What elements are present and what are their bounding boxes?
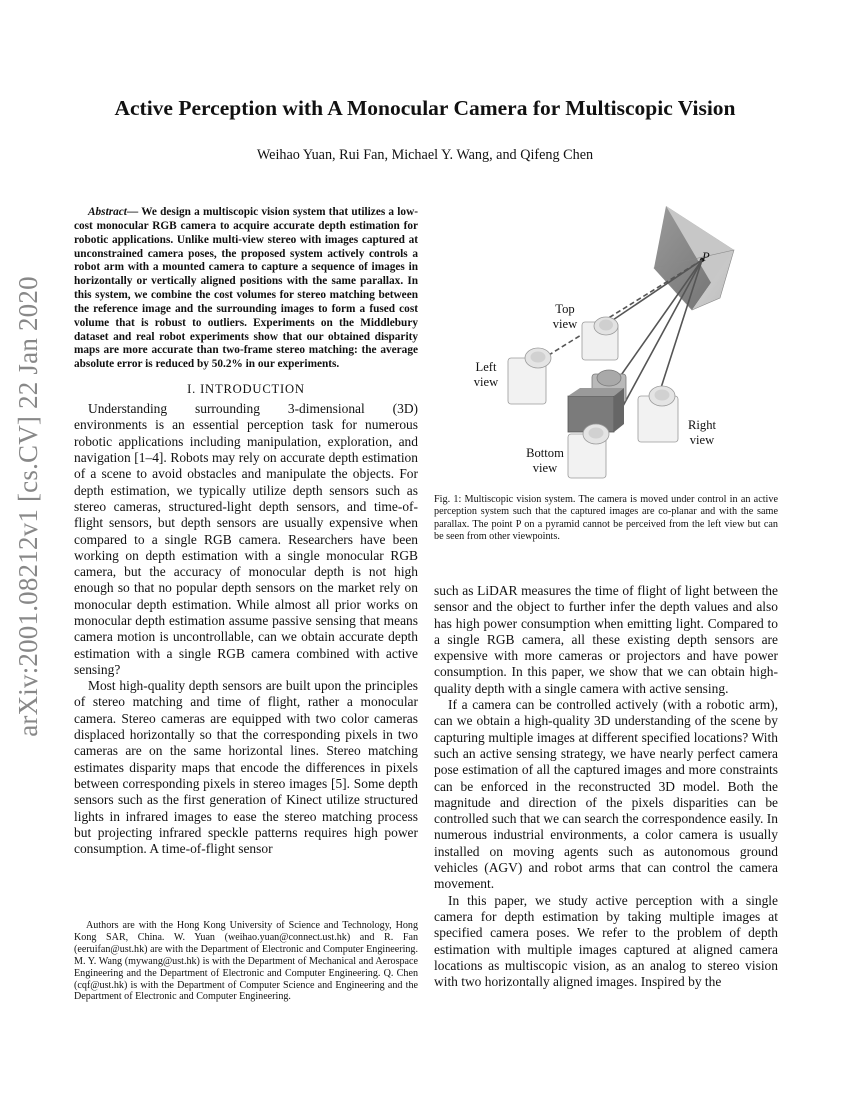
arxiv-identifier: arXiv:2001.08212v1 [cs.CV] 22 Jan 2020 [12, 275, 43, 737]
figure-caption: Fig. 1: Multiscopic vision system. The camera is moved under control in an active perception system such that the captured images are co-planar and with the same parallax. The point P on a pyramid cannot be perceived from the left view but can be seen from other viewpoints. [434, 494, 778, 543]
intro-paragraph-1: Understanding surrounding 3-dimensional (3D) environments is an essential perception task for numerous robotic applications including manipulation, exploration, and navigation [1–4]. Robots may rely on accurate depth estimation of a scene to avoid obstacles and manipulate the objects. For depth estimation, we typically utilize depth sensors such as stereo cameras, structured-light depth sensors, and time-of-flight sensors, but depth sensors are usually expensive when compared to a single RGB camera. Researchers have been working on depth estimation with a single monocular RGB camera, but the accuracy of monocular depth is not high enough so that no popular depth sensors on the market rely on monocular depth estimation. While almost all prior works on monocular depth estimation assume passive sensing that means camera motion is uncontrollable, can we obtain accurate depth estimation with a single RGB camera combined with active sensing? [74, 401, 418, 677]
abstract [74, 206, 418, 372]
author-affiliation-footnote: Authors are with the Hong Kong University of Science and Technology, Hong Kong SAR, China. W. Yuan (weihao.yuan@connect.ust.hk) and R. Fan (eeruifan@ust.hk) are with the Department of Electronic and Computer Engineering. M. Y. Wang (mywang@ust.hk) is with the Department of Mechanical and Aerospace Engineering and the Department of Electronic and Computer Engineering. Q. Chen (cqf@ust.hk) is with the Department of Computer Science and Engineering and the Department of Electronic and Computer Engineering. [74, 920, 418, 1003]
label-point-p: P [702, 250, 710, 264]
label-right-view: Right view [688, 418, 716, 447]
author-list: Weihao Yuan, Rui Fan, Michael Y. Wang, and Qifeng Chen [256, 147, 594, 163]
label-top-view: Top view [552, 302, 578, 331]
arxiv-identifier-stamp [6, 275, 50, 737]
figure-illustration [434, 198, 778, 493]
intro-paragraph-5: In this paper, we study active perception with a single camera for depth estimation by taking multiple images at specified camera poses. We refer to the problem of depth estimation with multiple images captured at aligned camera locations as multiscopic vision, as an analog to stereo vision with two horizontally aligned images. Inspired by the [434, 892, 778, 990]
label-bottom-view: Bottom view [526, 446, 564, 475]
sight-line-center [612, 260, 702, 388]
abstract-label: Abstract [88, 206, 127, 218]
camera-top-view [582, 317, 618, 360]
paper-title: Active Perception with A Monocular Camera for Multiscopic Vision [114, 96, 736, 120]
label-left-view: Left view [473, 360, 499, 389]
abstract-dash: — [126, 206, 142, 218]
camera-center-reference [568, 370, 626, 432]
intro-paragraph-3: such as LiDAR measures the time of flight of light between the sensor and the object to further infer the depth values and also has high power consumption when emitting light. Compared to a single RGB camera, all these existing depth sensors are expensive with more cameras or projectors and have power consumption. In this paper, we show that we can obtain high-quality depth with a single camera with active sensing. [434, 583, 778, 696]
section-heading-introduction: I. INTRODUCTION [187, 382, 305, 397]
camera-left-view [508, 348, 551, 404]
left-column [74, 206, 418, 857]
pyramid-shape [654, 206, 734, 310]
abstract-text: We design a multiscopic vision system that utilizes a low-cost monocular RGB camera to acquire accurate depth estimation for robotic applications. Unlike multi-view stereo with images captured at unconstrained camera poses, the proposed system actively controls a robot arm with a mounted camera to capture a sequence of images in horizontally or vertically aligned positions with the same parallax. In this system, we combine the cost volumes for stereo matching between the reference image and the surrounding images to form a fused cost volume that is robust to outliers. Experiments on the Middlebury dataset and real robot experiments show that our obtained disparity maps are more accurate than two-frame stereo matching: the average absolute error is reduced by 50.2% in our experiments. [74, 206, 419, 371]
intro-paragraph-4: If a camera can be controlled actively (with a robotic arm), can we obtain a high-quality 3D understanding of the scene by capturing multiple images at different specified locations? With such an active sensing strategy, we have nearly perfect camera pose estimation of all the captured images and more constraints can be enforced in the reconstructed 3D model. Both the magnitude and direction of the pixels disparities can be controlled such that we can search the correspondence easily. In numerous industrial environments, a color camera is usually installed on moving agents such as autonomous ground vehicles (AGV) and robot arms that can control the camera movement. [434, 697, 778, 892]
camera-right-view [638, 386, 678, 442]
intro-paragraph-2: Most high-quality depth sensors are built upon the principles of stereo matching and time of flight, rather a monocular camera. Stereo cameras are equipped with two color cameras displaced horizontally so that the corresponding pixels in two cameras are on the same horizontal lines. Stereo matching estimates disparity maps that encode the differences in pixels between corresponding pixels in stereo images [5]. Some depth sensors such as the first generation of Kinect utilize structured lights in infrared images to ease the stereo matching process but projecting infrared speckle patterns requires high power consumption. A time-of-flight sensor [74, 678, 418, 857]
right-column [434, 583, 778, 990]
figure-multiscopic-system [434, 198, 778, 493]
